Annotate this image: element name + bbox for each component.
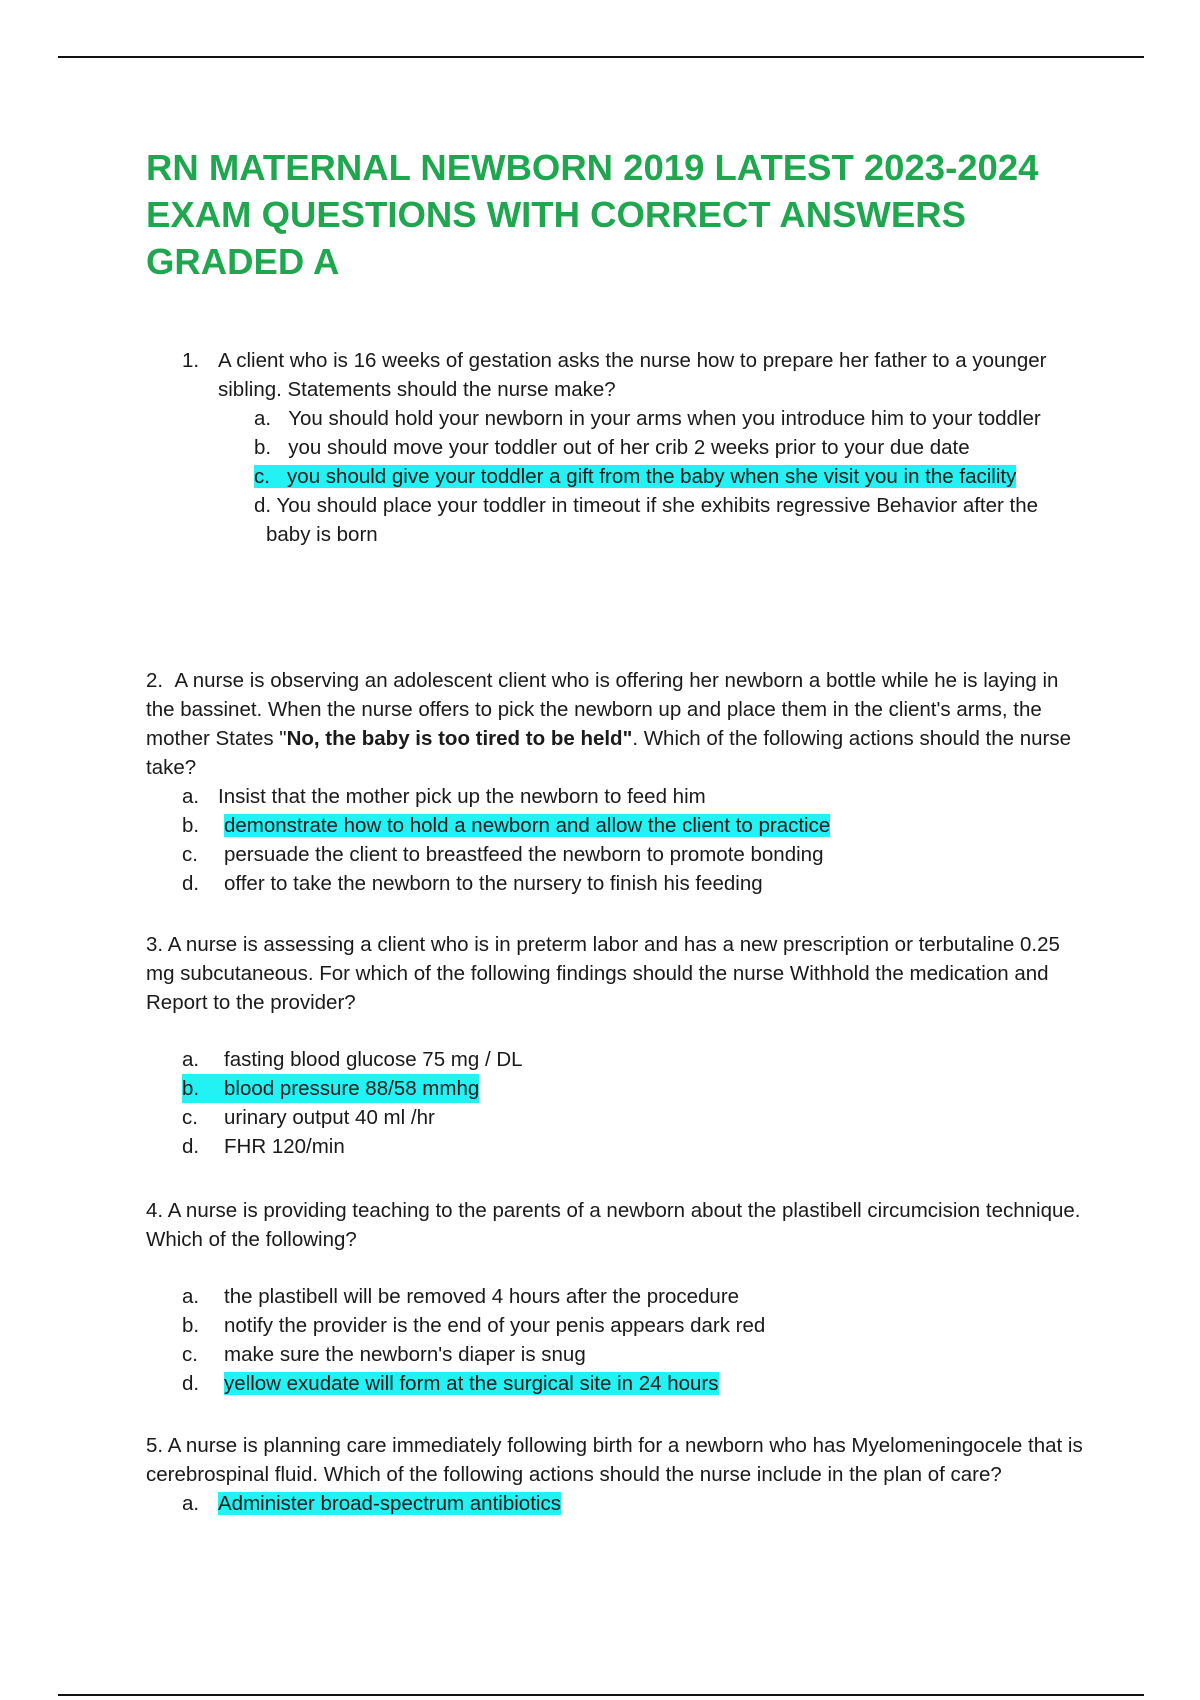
question-text <box>146 1196 1086 1254</box>
option-label: b. <box>182 814 200 837</box>
option-text: offer to take the newborn to the nursery to finish his feeding <box>224 872 763 895</box>
option-text: notify the provider is the end of your penis appears dark red <box>224 1314 766 1337</box>
question-text <box>146 930 1086 1017</box>
option-label: a. <box>182 785 200 808</box>
option-label: a. <box>182 1048 200 1071</box>
correct-answer-highlight: Administer broad-spectrum antibiotics <box>218 1492 561 1515</box>
question-3 <box>146 930 1086 1161</box>
option-label: d. <box>182 872 200 895</box>
option-c-correct <box>254 462 1086 491</box>
option-text: you should move your toddler out of her crib 2 weeks prior to your due date <box>288 436 970 459</box>
quoted-statement: No, the baby is too tired to be held" <box>286 727 633 750</box>
question-number: 5. <box>146 1434 164 1457</box>
option-d <box>254 491 1086 549</box>
question-4 <box>146 1196 1086 1398</box>
question-number: 4. <box>146 1199 164 1222</box>
option-text: blood pressure 88/58 mmhg <box>224 1077 480 1100</box>
option-a <box>182 1045 1086 1074</box>
question-text-part: . Which of the following actions should the nurse take? <box>146 727 1072 779</box>
option-text: the plastibell will be removed 4 hours after the procedure <box>224 1285 740 1308</box>
option-label: a. <box>182 1285 200 1308</box>
option-d-correct <box>182 1369 1086 1398</box>
question-text <box>146 1431 1086 1489</box>
question-text-part: A nurse is assessing a client who is in preterm labor and has a new prescription or terbutaline 0.25 mg subcutaneous. For which of the following findings should the nurse Withhold the medication and Report to the provider? <box>146 933 1060 1014</box>
option-label: d. <box>182 1135 200 1158</box>
question-number: 1. <box>182 349 200 372</box>
question-number: 2. <box>146 669 164 692</box>
correct-answer-highlight <box>254 465 1016 488</box>
option-list <box>182 1045 1086 1161</box>
question-text-part: A nurse is observing an adolescent client who is offering her newborn a bottle while he is laying in the bassinet. When the nurse offers to pick the newborn up and place them in the client's arms, the mother States " <box>146 669 1059 750</box>
question-text-part: A nurse is providing teaching to the parents of a newborn about the plastibell circumcision technique. Which of the following? <box>146 1199 1081 1251</box>
option-label: a. <box>182 1492 200 1515</box>
top-rule <box>58 56 1144 58</box>
option-label: c. <box>182 1106 198 1129</box>
option-b <box>182 1311 1086 1340</box>
option-text: fasting blood glucose 75 mg / DL <box>224 1048 523 1071</box>
question-text <box>146 666 1086 782</box>
option-text: urinary output 40 ml /hr <box>224 1106 435 1129</box>
option-list <box>254 404 1086 549</box>
option-text: FHR 120/min <box>224 1135 345 1158</box>
option-c <box>182 840 1086 869</box>
option-a-correct <box>182 1489 1086 1518</box>
option-label: b. <box>182 1077 200 1100</box>
option-c <box>182 1103 1086 1132</box>
option-label: c. <box>254 465 270 488</box>
option-label: d. <box>254 494 272 517</box>
option-a <box>182 782 1086 811</box>
question-1 <box>146 346 1086 549</box>
option-list <box>182 782 1086 898</box>
correct-answer-highlight: yellow exudate will form at the surgical site in 24 hours <box>224 1372 719 1395</box>
option-text: you should give your toddler a gift from the baby when she visit you in the facility <box>287 465 1017 488</box>
option-list <box>182 1282 1086 1398</box>
question-text: A client who is 16 weeks of gestation asks the nurse how to prepare her father to a younger sibling. Statements should the nurse make? <box>218 349 1047 401</box>
option-list <box>182 1489 1086 1518</box>
option-text: You should hold your newborn in your arms when you introduce him to your toddler <box>288 407 1041 430</box>
option-d <box>182 869 1086 898</box>
option-label: d. <box>182 1372 200 1395</box>
option-b-correct <box>182 1074 1086 1103</box>
option-text: You should place your toddler in timeout if she exhibits regressive Behavior after the baby is born <box>266 494 1039 546</box>
question-text-part: A nurse is planning care immediately following birth for a newborn who has Myelomeningocele that is cerebrospinal fluid. Which of the following actions should the nurse include in the plan of care? <box>146 1434 1083 1486</box>
correct-answer-highlight: demonstrate how to hold a newborn and allow the client to practice <box>224 814 831 837</box>
option-a <box>182 1282 1086 1311</box>
option-d <box>182 1132 1086 1161</box>
option-label: c. <box>182 843 198 866</box>
option-c <box>182 1340 1086 1369</box>
option-b <box>254 433 1086 462</box>
option-text: persuade the client to breastfeed the newborn to promote bonding <box>224 843 824 866</box>
option-label: b. <box>254 436 272 459</box>
option-text: make sure the newborn's diaper is snug <box>224 1343 586 1366</box>
option-a <box>254 404 1086 433</box>
correct-answer-highlight <box>182 1074 479 1103</box>
option-label: b. <box>182 1314 200 1337</box>
question-5 <box>146 1431 1086 1518</box>
option-text: Insist that the mother pick up the newborn to feed him <box>218 785 706 808</box>
option-label: a. <box>254 407 272 430</box>
question-2 <box>146 666 1086 898</box>
option-b-correct <box>182 811 1086 840</box>
bottom-rule <box>58 1694 1144 1696</box>
option-label: c. <box>182 1343 198 1366</box>
question-number: 3. <box>146 933 164 956</box>
document-title: RN MATERNAL NEWBORN 2019 LATEST 2023-2024 EXAM QUESTIONS WITH CORRECT ANSWERS GRADED A <box>146 147 1039 282</box>
